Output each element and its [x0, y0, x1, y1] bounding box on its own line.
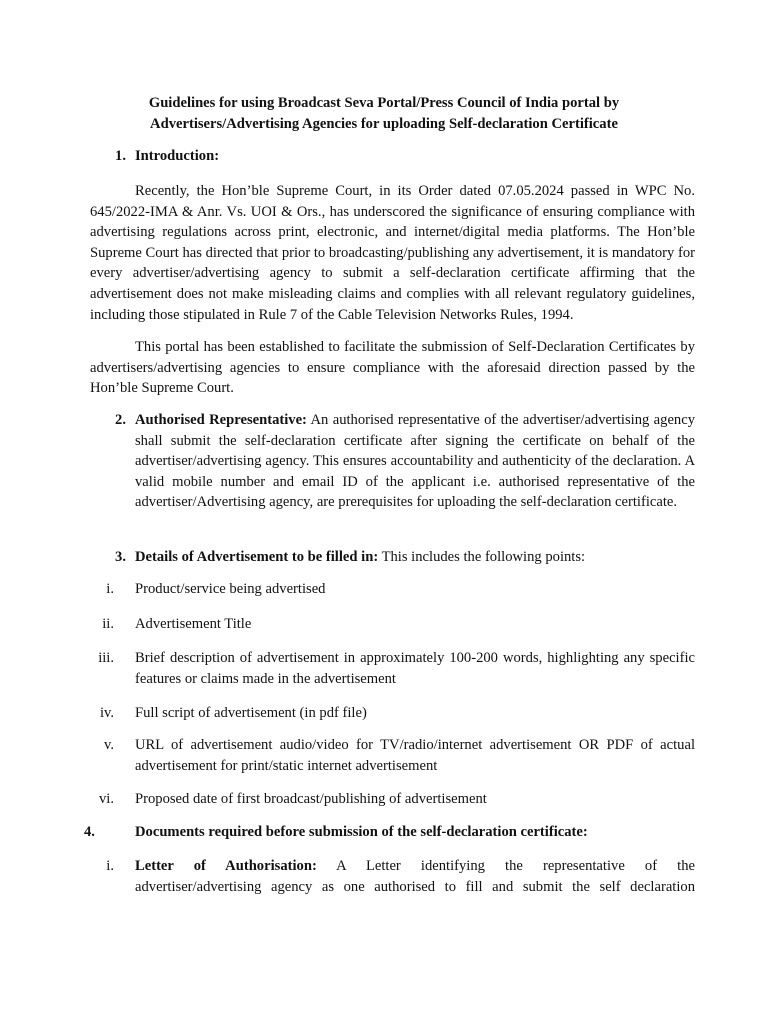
document-title: [90, 93, 678, 135]
title-line-1: Guidelines for using Broadcast Seva Portal/Press Council of India portal by: [148, 95, 620, 111]
list-item-number: i.: [106, 581, 114, 597]
item-text: A Letter identifying the representative of the advertiser/advertising agency as one authorised to fill and submit the self declaration: [135, 858, 695, 895]
section-1-number: 1.: [115, 148, 126, 164]
section-3-text: This includes the following points:: [381, 549, 586, 565]
list-item-number: iii.: [98, 650, 114, 666]
section-3-body: [135, 547, 695, 568]
list-item-text: Proposed date of first broadcast/publishing of advertisement: [135, 791, 487, 807]
list-item-number: vi.: [99, 791, 114, 807]
list-item-number: i.: [106, 858, 114, 874]
list-item-text: Advertisement Title: [135, 616, 252, 632]
list-item-number: ii.: [102, 616, 114, 632]
section-1-paragraph-2: This portal has been established to facilitate the submission of Self-Declaration Certificates by advertisers/advertising agencies to ensure compliance with the aforesaid direction passed by the Hon’ble Supreme Court.: [90, 339, 695, 397]
list-item-text: Full script of advertisement (in pdf file): [135, 705, 367, 721]
section-2-number: 2.: [115, 412, 126, 428]
list-item-text: Brief description of advertisement in approximately 100-200 words, highlighting any specific features or claims made in the advertisement: [135, 650, 695, 687]
section-1-heading: Introduction:: [135, 148, 220, 164]
list-item-text: Product/service being advertised: [135, 581, 326, 597]
item-heading: Letter of Authorisation:: [135, 858, 317, 874]
section-2-heading: Authorised Representative:: [135, 412, 307, 428]
list-item-number: iv.: [99, 705, 114, 721]
section-4-item-1: [135, 856, 695, 897]
list-item-number: v.: [104, 737, 114, 753]
section-2-body: [135, 410, 695, 513]
section-3-number: 3.: [115, 549, 126, 565]
section-2-text: An authorised representative of the advertiser/advertising agency shall submit the self-declaration certificate after signing the certificate on behalf of the advertiser/advertising agency. This ensures accountability and authenticity of the declaration. A valid mobile number and email ID of the applicant i.e. authorised representative of the advertiser/Advertising agency, are prerequisites for uploading the self-declaration certificate.: [135, 412, 695, 511]
section-1-paragraph-1: Recently, the Hon’ble Supreme Court, in its Order dated 07.05.2024 passed in WPC No. 645/2022-IMA & Anr. Vs. UOI & Ors., has underscored the significance of ensuring compliance with advertising regulations across print, electronic, and internet/digital media platforms. The Hon’ble Supreme Court has directed that prior to broadcasting/publishing any advertisement, it is mandatory for every advertiser/advertising agency to submit a self-declaration certificate affirming that the advertisement does not make misleading claims and complies with all relevant regulatory guidelines, including those stipulated in Rule 7 of the Cable Television Networks Rules, 1994.: [90, 183, 695, 323]
list-item-text: URL of advertisement audio/video for TV/radio/internet advertisement OR PDF of actual advertisement for print/static internet advertisement: [135, 737, 695, 774]
title-line-2: Advertisers/Advertising Agencies for uploading Self-declaration Certificate: [150, 116, 618, 132]
section-4-heading: Documents required before submission of the self-declaration certificate:: [135, 824, 588, 840]
section-4-number: 4.: [84, 824, 95, 840]
section-3-heading: Details of Advertisement to be filled in:: [135, 549, 379, 565]
